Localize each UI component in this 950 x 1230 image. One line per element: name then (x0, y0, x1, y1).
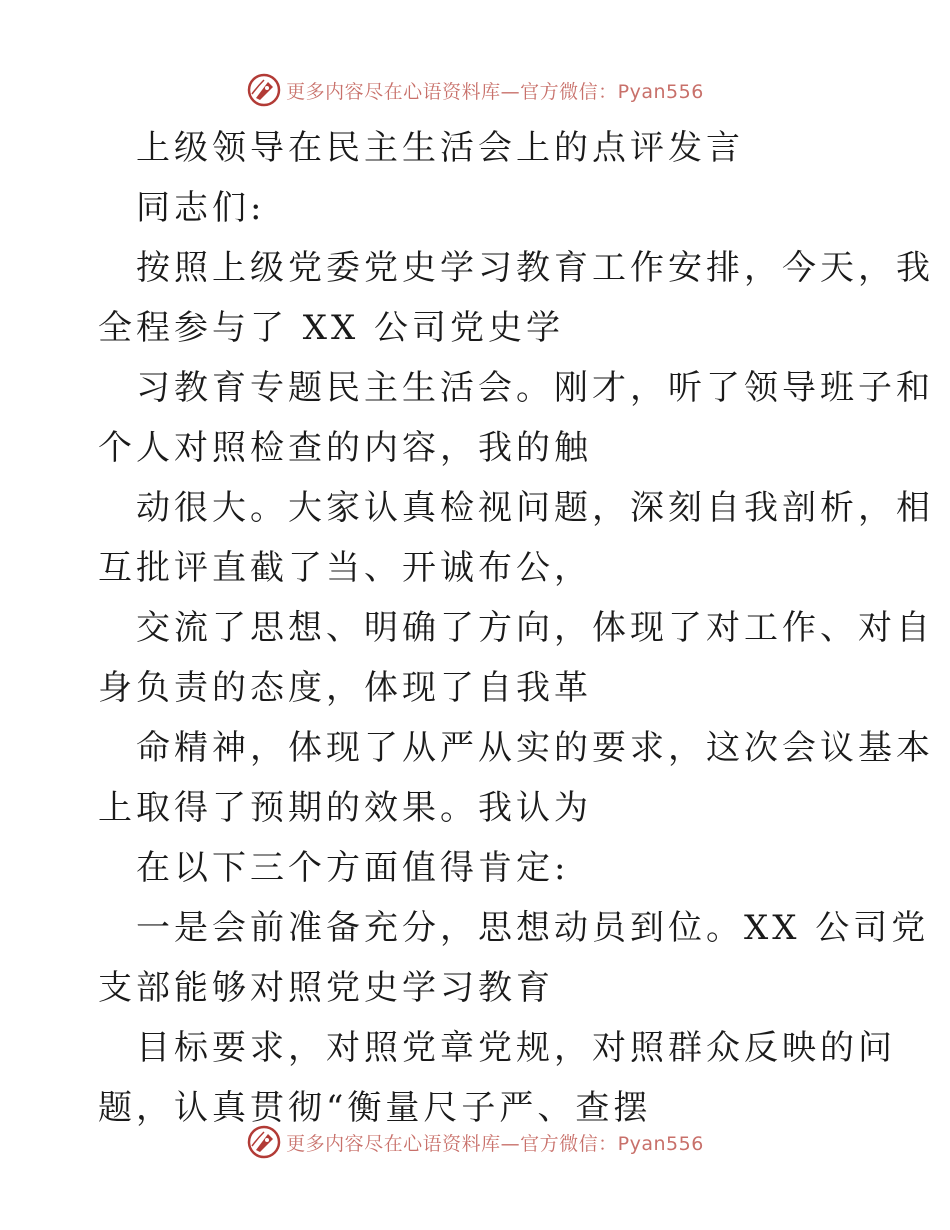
text-line: 支部能够对照党史学习教育 (98, 968, 554, 1008)
watermark-text: 更多内容尽在心语资料库—官方微信：Pyan556 (286, 1132, 704, 1155)
text-line: 上取得了预期的效果。我认为 (98, 788, 592, 828)
text-line: 个人对照检查的内容，我的触 (98, 428, 592, 468)
text-line: 目标要求，对照党章党规，对照群众反映的问 (136, 1028, 896, 1068)
text-line: 题，认真贯彻“衡量尺子严、查摆 (98, 1088, 652, 1128)
header-watermark (0, 70, 950, 110)
text-line: 命精神，体现了从严从实的要求，这次会议基本 (136, 728, 934, 768)
text-line: 交流了思想、明确了方向，体现了对工作、对自 (136, 608, 934, 648)
footer-watermark (0, 1122, 950, 1162)
salutation: 同志们: (136, 188, 266, 228)
text-line: 习教育专题民主生活会。刚才，听了领导班子和 (136, 368, 934, 408)
pen-nib-logo-icon (246, 72, 282, 108)
text-line: 动很大。大家认真检视问题，深刻自我剖析，相 (136, 488, 934, 528)
text-line: 一是会前准备充分，思想动员到位。XX 公司党 (136, 908, 930, 948)
text-line: 按照上级党委党史学习教育工作安排，今天，我 (136, 248, 934, 288)
document-title: 上级领导在民主生活会上的点评发言 (136, 128, 744, 168)
pen-nib-logo-icon (246, 1124, 282, 1160)
watermark-text: 更多内容尽在心语资料库—官方微信：Pyan556 (286, 80, 704, 103)
text-line: 身负责的态度，体现了自我革 (98, 668, 592, 708)
text-line: 在以下三个方面值得肯定: (136, 848, 570, 888)
text-line: 全程参与了 XX 公司党史学 (98, 308, 565, 348)
text-line: 互批评直截了当、开诚布公， (98, 548, 592, 588)
